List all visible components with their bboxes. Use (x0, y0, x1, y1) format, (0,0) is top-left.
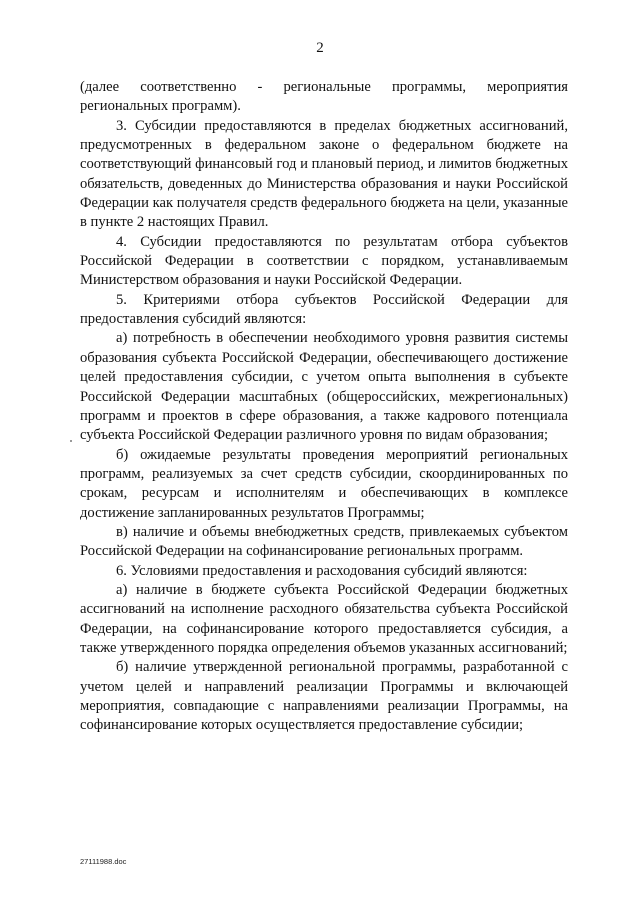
paragraph-item-5a: а) потребность в обеспечении необходимого уровня развития системы образования субъекта Российской Федерации, обеспечивающего достижение целей предоставления субсидии, с учетом опыта выполнения в субъекте Российской Федерации масштабных (общероссийских, межрегиональных) программ и проектов в сфере образования, а также кадрового потенциала субъекта Российской Федерации различного уровня по видам образования; (80, 330, 568, 444)
footer-doc-id: 27111988.doc (80, 857, 127, 866)
paragraph-item-5b: б) ожидаемые результаты проведения мероприятий региональных программ, реализуемых за счет средств субсидии, скоординированных по срокам, ресурсам и исполнителям и обеспечивающих в комплексе достижение запланированных результатов Программы; (80, 446, 568, 521)
paragraph-item-4: 4. Субсидии предоставляются по результатам отбора субъектов Российской Федерации в соответствии с порядком, устанавливаемым Министерством образования и науки Российской Федерации. (80, 233, 568, 289)
page-number: 2 (316, 40, 324, 56)
paragraph-item-6b: б) наличие утвержденной региональной программы, разработанной с учетом целей и направлений реализации Программы и включающей мероприятия, совпадающие с направлениями реализации Программы, на софинансирование которых осуществляется предоставление субсидии; (80, 659, 568, 734)
paragraph-item-5c: в) наличие и объемы внебюджетных средств, привлекаемых субъектом Российской Федерации на софинансирование региональных программ. (80, 523, 568, 560)
paragraph-item-6a: а) наличие в бюджете субъекта Российской Федерации бюджетных ассигнований на исполнение расходного обязательства субъекта Российской Федерации, на софинансирование которого предоставляется субсидия, а также утвержденного порядка определения объемов указанных ассигнований; (80, 581, 568, 656)
document-body (80, 78, 568, 736)
paragraph-item-5: 5. Критериями отбора субъектов Российской Федерации для предоставления субсидий являются: (80, 291, 568, 328)
paragraph-intro: (далее соответственно - региональные программы, мероприятия региональных программ). (80, 79, 568, 115)
scan-artifact (70, 440, 72, 442)
paragraph-item-3: 3. Субсидии предоставляются в пределах бюджетных ассигнований, предусмотренных в федеральном законе о федеральном бюджете на соответствующий финансовый год и плановый период, и лимитов бюджетных обязательств, доведенных до Министерства образования и науки Российской Федерации как получателя средств федерального бюджета на цели, указанные в пункте 2 настоящих Правил. (80, 117, 568, 231)
paragraph-item-6: 6. Условиями предоставления и расходования субсидий являются: (116, 562, 528, 579)
